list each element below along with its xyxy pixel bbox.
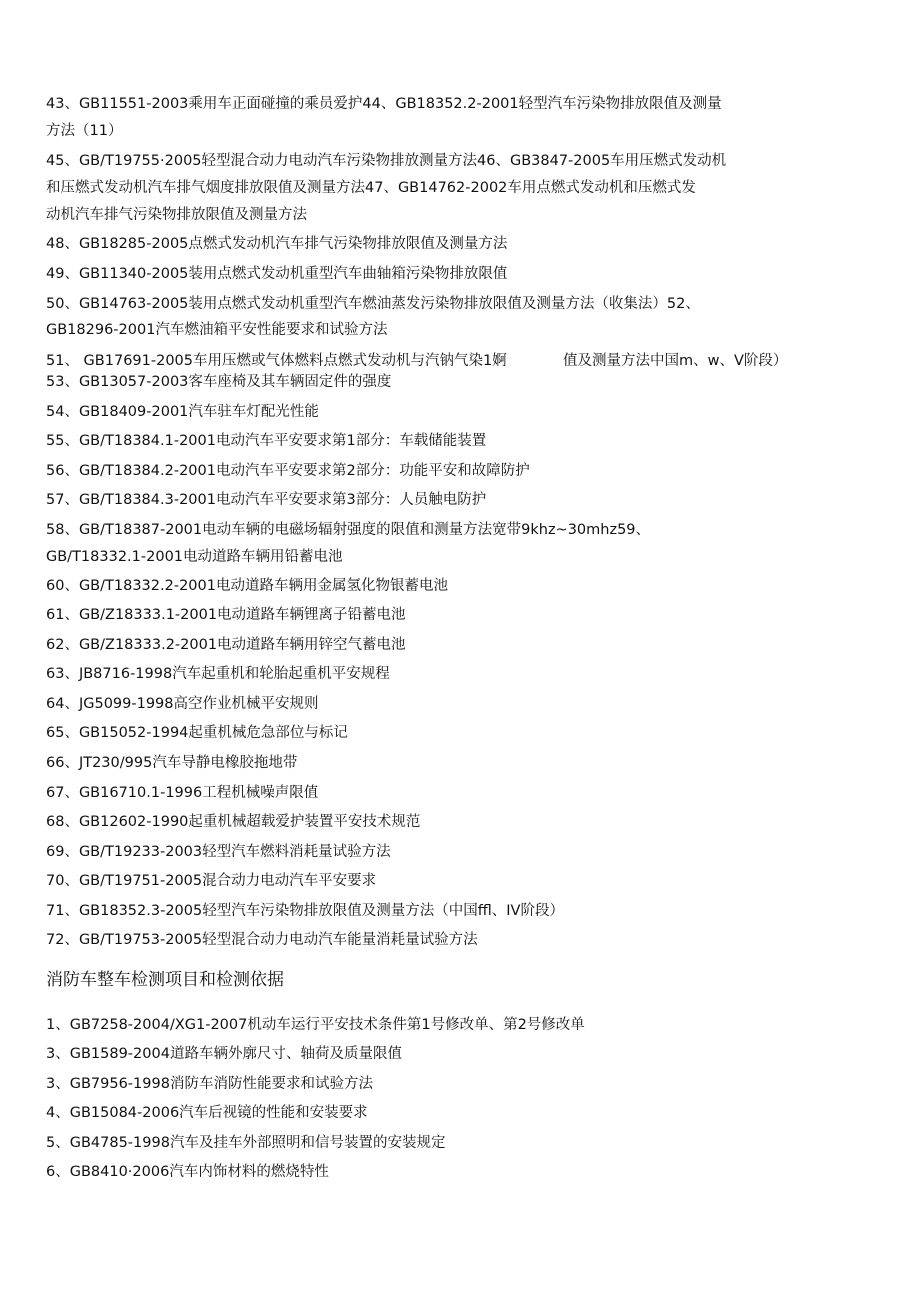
standard-line-69: 69、GB/T19233-2003轻型汽车燃料消耗量试验方法 (46, 844, 391, 860)
standard-line-44-cont: 方法（11） (46, 123, 123, 139)
standard-line-55: 55、GB/T18384.1-2001电动汽车平安要求第1部分：车载储能装置 (46, 433, 487, 449)
standard-line-65: 65、GB15052-1994起重机械危急部位与标记 (46, 725, 348, 741)
standard-line-43-44: 43、GB11551-2003乘用车正面碰撞的乘员爱护44、GB18352.2-2001轻型汽车污染物排放限值及测量 (46, 96, 722, 112)
standard-line-61: 61、GB/Z18333.1-2001电动道路车辆锂离子铅蓄电池 (46, 607, 406, 623)
standard-line-58-59: 58、GB/T18387-2001电动车辆的电磁场辐射强度的限值和测量方法宽带9khz~30mhz59、 (46, 522, 651, 538)
fire-standard-line-4: 4、GB15084-2006汽车后视镜的性能和安装要求 (46, 1105, 368, 1121)
standard-line-49: 49、GB11340-2005装用点燃式发动机重型汽车曲轴箱污染物排放限值 (46, 266, 508, 282)
standard-line-48: 48、GB18285-2005点燃式发动机汽车排气污染物排放限值及测量方法 (46, 236, 508, 252)
standard-line-59-cont: GB/T18332.1-2001电动道路车辆用铅蓄电池 (46, 549, 343, 565)
standard-line-45-46: 45、GB/T19755·2005轻型混合动力电动汽车污染物排放测量方法46、GB3847-2005车用压燃式发动机 (46, 153, 727, 169)
standard-line-72: 72、GB/T19753-2005轻型混合动力电动汽车能量消耗量试验方法 (46, 932, 478, 948)
standard-line-56: 56、GB/T18384.2-2001电动汽车平安要求第2部分：功能平安和故障防护 (46, 463, 530, 479)
standard-line-62: 62、GB/Z18333.2-2001电动道路车辆用锌空气蓄电池 (46, 637, 406, 653)
standard-line-66: 66、JT230/995汽车导静电橡胶拖地带 (46, 755, 298, 771)
standard-line-71: 71、GB18352.3-2005轻型汽车污染物排放限值及测量方法（中国ffl、IV阶段） (46, 903, 564, 919)
standard-line-63: 63、JB8716-1998汽车起重机和轮胎起重机平安规程 (46, 666, 390, 682)
fire-standard-line-5: 5、GB4785-1998汽车及挂车外部照明和信号装置的安装规定 (46, 1135, 446, 1151)
standard-line-64: 64、JG5099-1998高空作业机械平安规则 (46, 696, 319, 712)
standard-line-60: 60、GB/T18332.2-2001电动道路车辆用金属氢化物银蓄电池 (46, 578, 448, 594)
fire-standard-line-1: 1、GB7258-2004/XG1-2007机动车运行平安技术条件第1号修改单、第2号修改单 (46, 1017, 585, 1033)
standard-line-70: 70、GB/T19751-2005混合动力电动汽车平安要求 (46, 873, 377, 889)
standard-line-46-47: 和压燃式发动机汽车排气烟度排放限值及测量方法47、GB14762-2002车用点燃式发动机和压燃式发 (46, 180, 696, 196)
standard-line-53: 53、GB13057-2003客车座椅及其车辆固定件的强度 (46, 374, 392, 390)
standard-line-51-left: 51、 GB17691-2005车用压燃或气体燃料点燃式发动机与汽钠气染1婀 (46, 353, 507, 369)
fire-standard-line-6: 6、GB8410·2006汽车内饰材料的燃烧特性 (46, 1164, 329, 1180)
section-heading-fire-truck: 消防车整车检测项目和检测依据 (46, 970, 284, 990)
fire-standard-line-2: 3、GB1589-2004道路车辆外廓尺寸、轴荷及质量限值 (46, 1046, 402, 1062)
standard-line-67: 67、GB16710.1-1996工程机械噪声限值 (46, 785, 319, 801)
standard-line-54: 54、GB18409-2001汽车驻车灯配光性能 (46, 404, 319, 420)
standard-line-52-cont: GB18296-2001汽车燃油箱平安性能要求和试验方法 (46, 322, 388, 338)
standard-line-47-cont: 动机汽车排气污染物排放限值及测量方法 (46, 207, 307, 223)
standard-line-68: 68、GB12602-1990起重机械超载爱护装置平安技术规范 (46, 814, 421, 830)
standard-line-57: 57、GB/T18384.3-2001电动汽车平安要求第3部分：人员触电防护 (46, 492, 487, 508)
standard-line-51-right: 值及测量方法中国m、w、V阶段） (563, 353, 788, 369)
fire-standard-line-3: 3、GB7956-1998消防车消防性能要求和试验方法 (46, 1076, 373, 1092)
standard-line-50-52: 50、GB14763-2005装用点燃式发动机重型汽车燃油蒸发污染物排放限值及测量方法（收集法）52、 (46, 296, 700, 312)
